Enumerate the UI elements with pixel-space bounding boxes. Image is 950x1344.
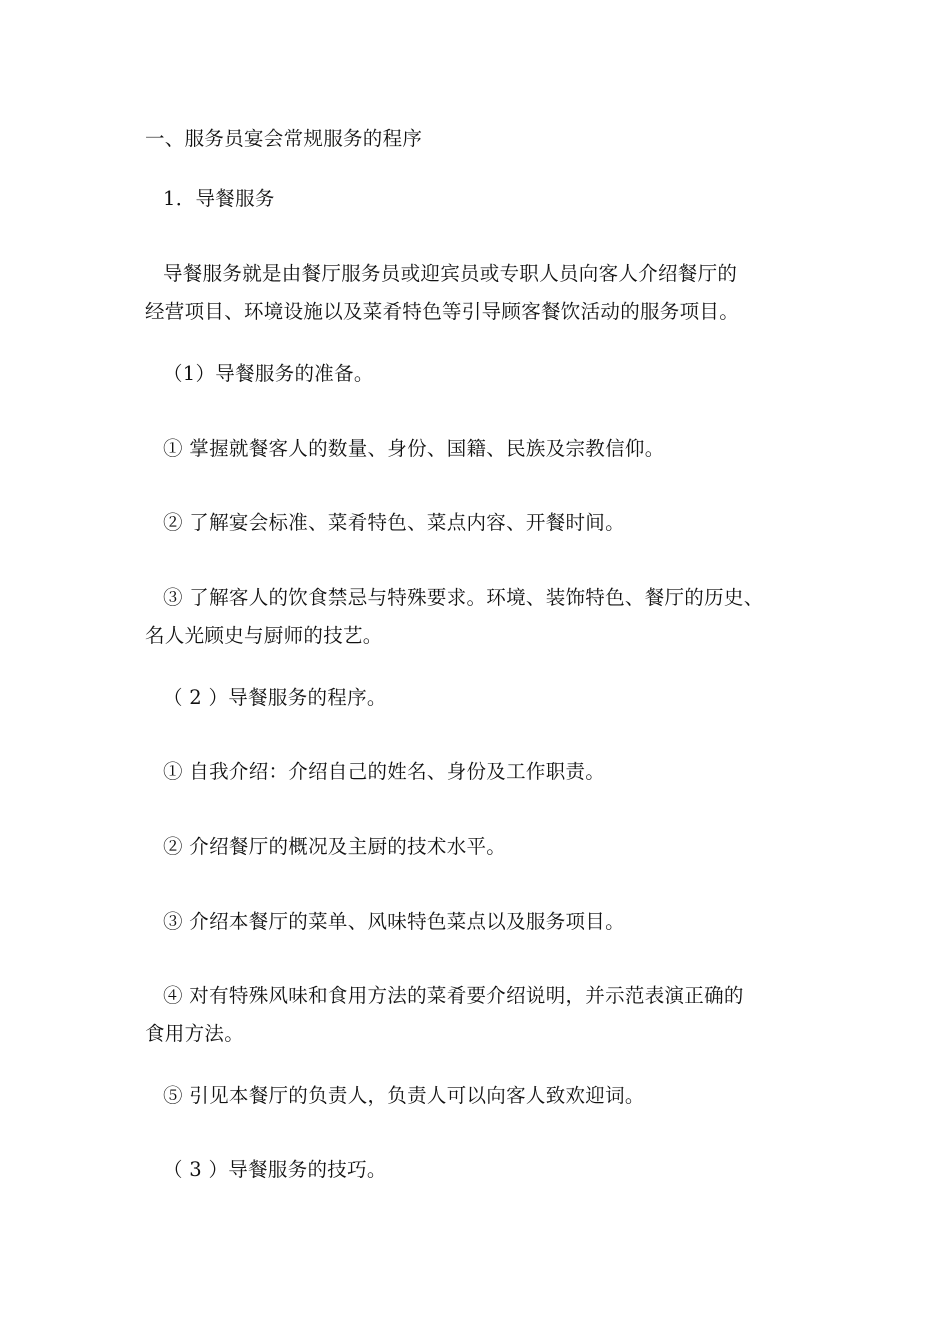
subsection-1-item-3-line-1: ③ 了解客人的饮食禁忌与特殊要求。环境、装饰特色、餐厅的历史、: [163, 586, 764, 609]
subsection-1-item-3-line-2: 名人光顾史与厨师的技艺。: [145, 624, 383, 647]
subsection-1-title: （1）导餐服务的准备。: [163, 362, 374, 385]
intro-paragraph-line-2: 经营项目、环境设施以及菜肴特色等引导顾客餐饮活动的服务项目。: [145, 300, 740, 323]
subsection-2-item-4-line-2: 食用方法。: [145, 1022, 245, 1045]
subsection-2-item-2: ② 介绍餐厅的概况及主厨的技术水平。: [163, 835, 507, 858]
subsection-2-item-3: ③ 介绍本餐厅的菜单、风味特色菜点以及服务项目。: [163, 910, 625, 933]
subsection-2-item-1: ① 自我介绍：介绍自己的姓名、身份及工作职责。: [163, 760, 606, 783]
subsection-2-title: （ 2 ）导餐服务的程序。: [163, 686, 387, 709]
section-heading: 一、服务员宴会常规服务的程序: [145, 127, 423, 150]
subsection-3-title: （ 3 ）导餐服务的技巧。: [163, 1158, 387, 1181]
subsection-2-item-4-line-1: ④ 对有特殊风味和食用方法的菜肴要介绍说明，并示范表演正确的: [163, 984, 744, 1007]
subsection-1-item-2: ② 了解宴会标准、菜肴特色、菜点内容、开餐时间。: [163, 511, 625, 534]
section-1-title: 1．导餐服务: [163, 187, 275, 210]
intro-paragraph-line-1: 导餐服务就是由餐厅服务员或迎宾员或专职人员向客人介绍餐厅的: [163, 262, 738, 285]
subsection-1-item-1: ① 掌握就餐客人的数量、身份、国籍、民族及宗教信仰。: [163, 437, 665, 460]
subsection-2-item-5: ⑤ 引见本餐厅的负责人，负责人可以向客人致欢迎词。: [163, 1084, 645, 1107]
